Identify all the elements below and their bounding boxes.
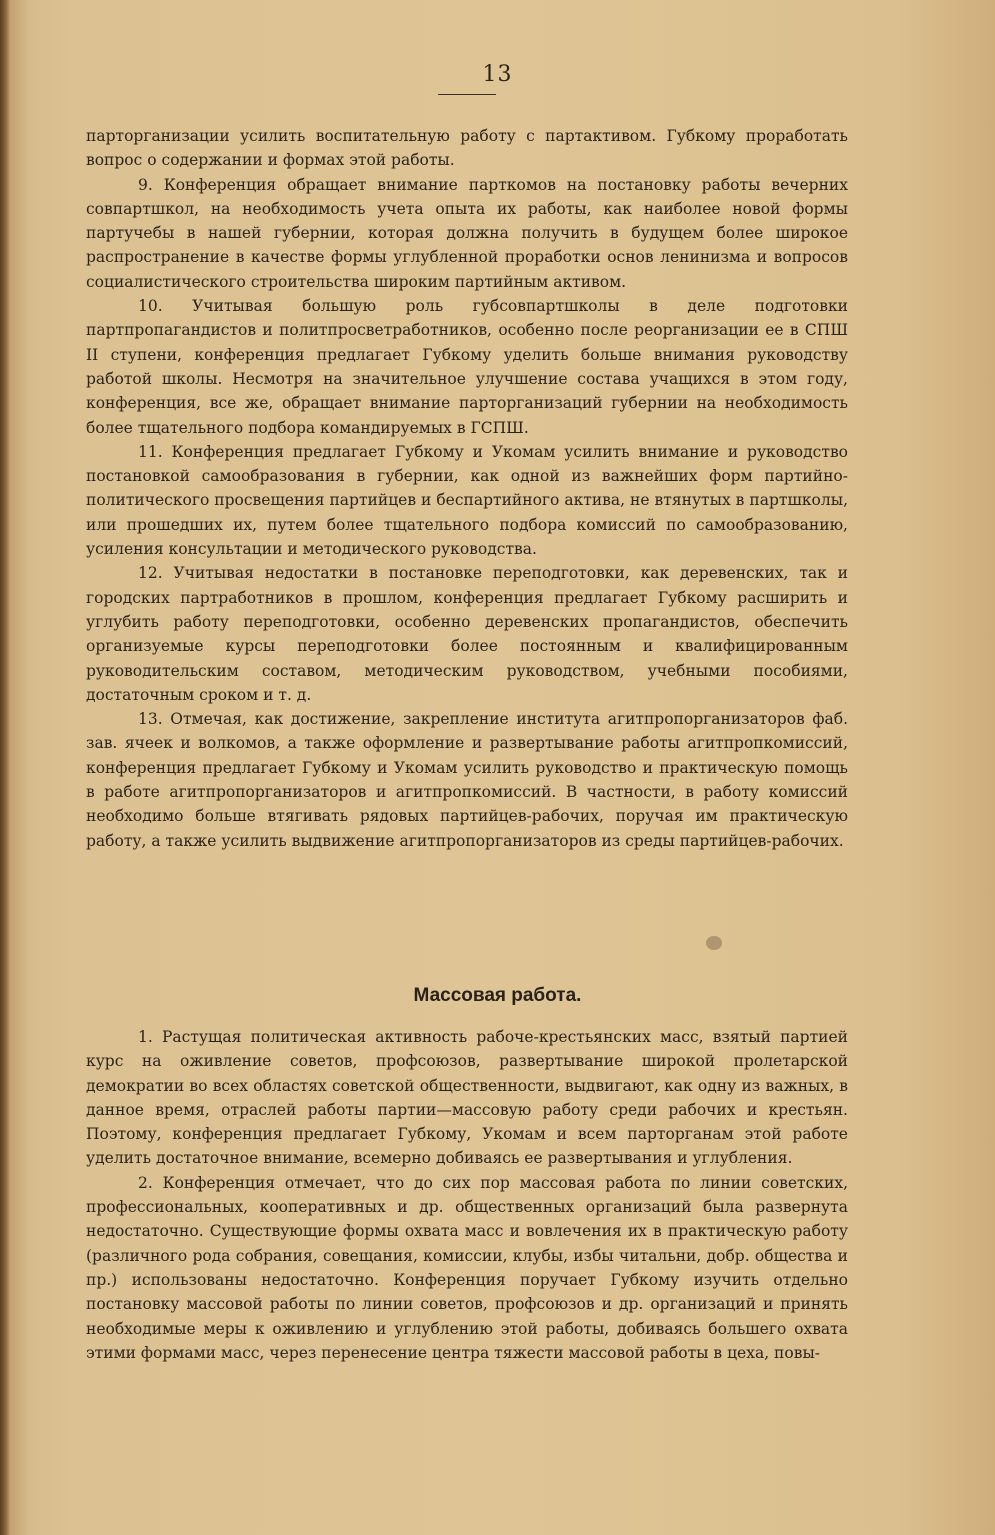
paragraph-mass-work-1: 1. Растущая политическая активность рабоче-крестьянских масс, взятый партией курс на оживление советов, профсоюзов, развертывание широкой пролетарской демократии во всех областях советской общественности, выдвигают, как одну из важных, в данное время, отраслей работы партии—массовую работу среди рабочих и крестьян. Поэтому, конференция предлагает Губкому, Укомам и всем парторганам этой работе уделить достаточное внимание, всемерно добиваясь ее развертывания и углубления. xyxy=(86,1028,848,1168)
paragraph-item-10: 10. Учитывая большую роль губсовпартшколы в деле подготовки партпропагандистов и политпросветработников, особенно после реорганизации ее в СПШ II ступени, конференция предлагает Губкому уделить больше внимания руководству работой школы. Несмотря на значительное улучшение состава учащихся в этом году, конференция, все же, обращает внимание парторганизаций губернии на необходимость более тщательного подбора командируемых в ГСПШ. xyxy=(86,297,848,437)
paragraph-mass-work-2: 2. Конференция отмечает, что до сих пор массовая работа по линии советских, профессиональных, кооперативных и др. общественных организаций была развернута недостаточно. Существующие формы охвата масс и вовлечения их в практическую работу (различного рода собрания, совещания, комиссии, клубы, избы читальни, добр. общества и пр.) использованы недостаточно. Конференция поручает Губкому изучить отдельно постановку массовой работы по линии советов, профсоюзов и др. организаций и принять необходимые меры к оживлению и углублению этой работы, добиваясь большего охвата этими формами масс, через перенесение центра тяжести массовой работы в цеха, повы- xyxy=(86,1173,848,1362)
section-heading: Массовая работа. xyxy=(413,985,582,1006)
paragraph-continuation: парторганизации усилить воспитательную работу с партактивом. Губкому проработать вопрос о содержании и формах этой работы. xyxy=(86,127,848,170)
paragraph-item-11: 11. Конференция предлагает Губкому и Укомам усилить внимание и руководство постановкой самообразования в губернии, как одной из важнейших форм партийно-политического просвещения партийцев и беспартийного актива, не втянутых в партшколы, или прошедших их, путем более тщательного подбора комиссий по самообразованию, усиления консультации и методического руководства. xyxy=(86,442,848,559)
paragraph-item-12: 12. Учитывая недостатки в постановке переподготовки, как деревенских, так и городских партработников в прошлом, конференция предлагает Губкому расширить и углубить работу переподготовки, особенно деревенских пропагандистов, обеспечить организуемые курсы переподготовки более постоянным и квалифицированным руководительским составом, методическим руководством, учебными пособиями, достаточным сроком и т. д. xyxy=(86,564,848,704)
book-spine-shadow xyxy=(0,0,10,1535)
paragraph-item-13: 13. Отмечая, как достижение, закрепление института агитпропорганизаторов фаб. зав. ячеек и волкомов, а также оформление и развертывание работы агитпропкомиссий, конференция предлагает Губкому и Укомам усилить руководство и практическую помощь в работе агитпропорганизаторов и агитпропкомиссий. В частности, в работу комиссий необходимо больше втягивать рядовых партийцев-рабочих, поручая им практическую работу, а также усилить выдвижение агитпропорганизаторов из среды партийцев-рабочих. xyxy=(86,710,848,850)
page-number-underline xyxy=(438,94,496,95)
resolution-items-bottom xyxy=(86,1025,848,1365)
ink-smudge xyxy=(706,936,722,950)
paragraph-item-9: 9. Конференция обращает внимание парткомов на постановку работы вечерних совпартшкол, на необходимость учета опыта их работы, как наиболее новой формы партучебы в нашей губернии, которая должна получить в будущем более широкое распространение в качестве формы углубленной проработки основ ленинизма и вопросов социалистического строительства широким партийным активом. xyxy=(86,175,848,291)
resolution-items-top xyxy=(86,124,848,853)
page-number: 13 xyxy=(482,62,513,87)
